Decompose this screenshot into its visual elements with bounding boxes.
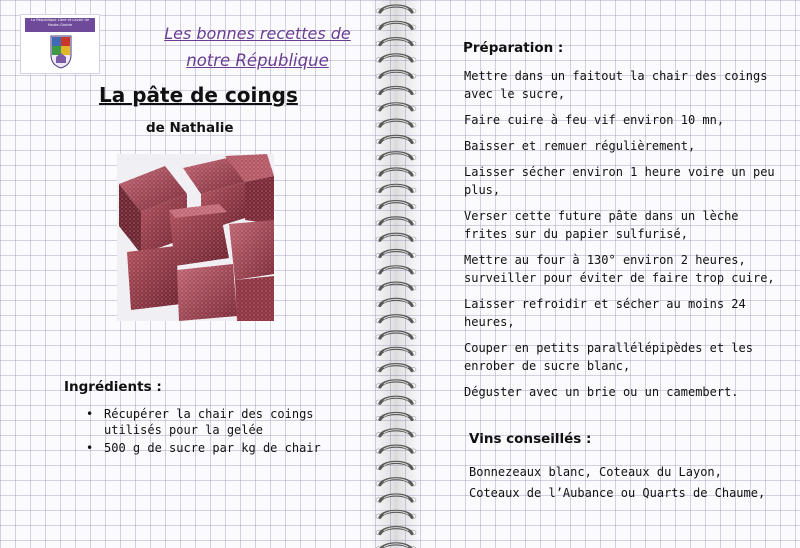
spiral-ring <box>376 299 416 306</box>
spiral-ring <box>376 397 416 404</box>
spiral-ring <box>376 22 416 29</box>
site-title-line2: notre République <box>186 51 329 70</box>
spiral-ring <box>376 348 416 355</box>
preparation-step: Déguster avec un brie ou un camembert. <box>464 385 739 399</box>
spiral-ring <box>376 267 416 274</box>
spiral-ring <box>376 251 416 258</box>
spiral-ring <box>376 120 416 127</box>
spiral-ring <box>376 381 416 388</box>
preparation-step: Laisser refroidir et sécher au moins 24 heures, <box>464 297 746 329</box>
spiral-ring <box>376 153 416 160</box>
spiral-ring <box>376 169 416 176</box>
spiral-ring <box>376 234 416 241</box>
site-logo[interactable] <box>20 14 100 74</box>
wines-heading: Vins conseillés : <box>469 431 592 447</box>
spiral-ring <box>376 6 416 13</box>
preparation-step: Baisser et remuer régulièrement, <box>464 139 696 153</box>
spiral-ring <box>376 495 416 502</box>
spiral-ring <box>376 544 416 548</box>
site-title-line1: Les bonnes recettes de <box>164 24 351 43</box>
ingredients-list <box>86 407 326 460</box>
spiral-ring <box>376 511 416 518</box>
ingredient-item: • 500 g de sucre par kg de chair <box>86 441 326 457</box>
spiral-ring <box>376 332 416 339</box>
preparation-step: Laisser sécher environ 1 heure voire un peu plus, <box>464 165 775 197</box>
spiral-ring <box>376 430 416 437</box>
recipe-photo <box>117 154 274 321</box>
spiral-ring <box>376 218 416 225</box>
spiral-ring <box>376 365 416 372</box>
spiral-ring <box>376 202 416 209</box>
spiral-ring <box>376 479 416 486</box>
ingredient-item: • Récupérer la chair des coings utilisés pour la gelée <box>86 407 326 438</box>
wines-list <box>469 462 789 504</box>
quince-paste-image <box>117 154 274 321</box>
ingredients-heading: Ingrédients : <box>64 379 162 395</box>
preparation-heading: Préparation : <box>463 40 564 56</box>
wine-line: Coteaux de l’Aubance ou Quarts de Chaume, <box>469 486 766 500</box>
coat-of-arms-icon <box>50 35 72 69</box>
spiral-binding <box>370 0 422 548</box>
preparation-step: Verser cette future pâte dans un lèche frites sur du papier sulfurisé, <box>464 209 739 241</box>
spiral-ring <box>376 136 416 143</box>
wine-line: Bonnezeaux blanc, Coteaux du Layon, <box>469 465 722 479</box>
recipe-title: La pâte de coings <box>99 83 298 107</box>
preparation-step: Couper en petits parallélépipèdes et les enrober de sucre blanc, <box>464 341 753 373</box>
spiral-ring <box>376 316 416 323</box>
spiral-ring <box>376 185 416 192</box>
recipe-author: de Nathalie <box>146 120 234 136</box>
spiral-ring <box>376 283 416 290</box>
spiral-ring <box>376 71 416 78</box>
spiral-ring <box>376 462 416 469</box>
spiral-ring <box>376 55 416 62</box>
spiral-ring <box>376 104 416 111</box>
preparation-step: Mettre dans un faitout la chair des coings avec le sucre, <box>464 69 768 101</box>
spiral-ring <box>376 446 416 453</box>
spiral-ring <box>376 88 416 95</box>
spiral-ring <box>376 528 416 535</box>
preparation-step: Faire cuire à feu vif environ 10 mn, <box>464 113 725 127</box>
site-title <box>160 20 355 74</box>
spiral-ring <box>376 414 416 421</box>
preparation-steps <box>464 67 784 409</box>
preparation-step: Mettre au four à 130° environ 2 heures, surveiller pour éviter de faire trop cuire, <box>464 253 775 285</box>
spiral-ring <box>376 39 416 46</box>
logo-caption: La République Libre et Lavoir de Haute-Groirie <box>25 18 95 32</box>
